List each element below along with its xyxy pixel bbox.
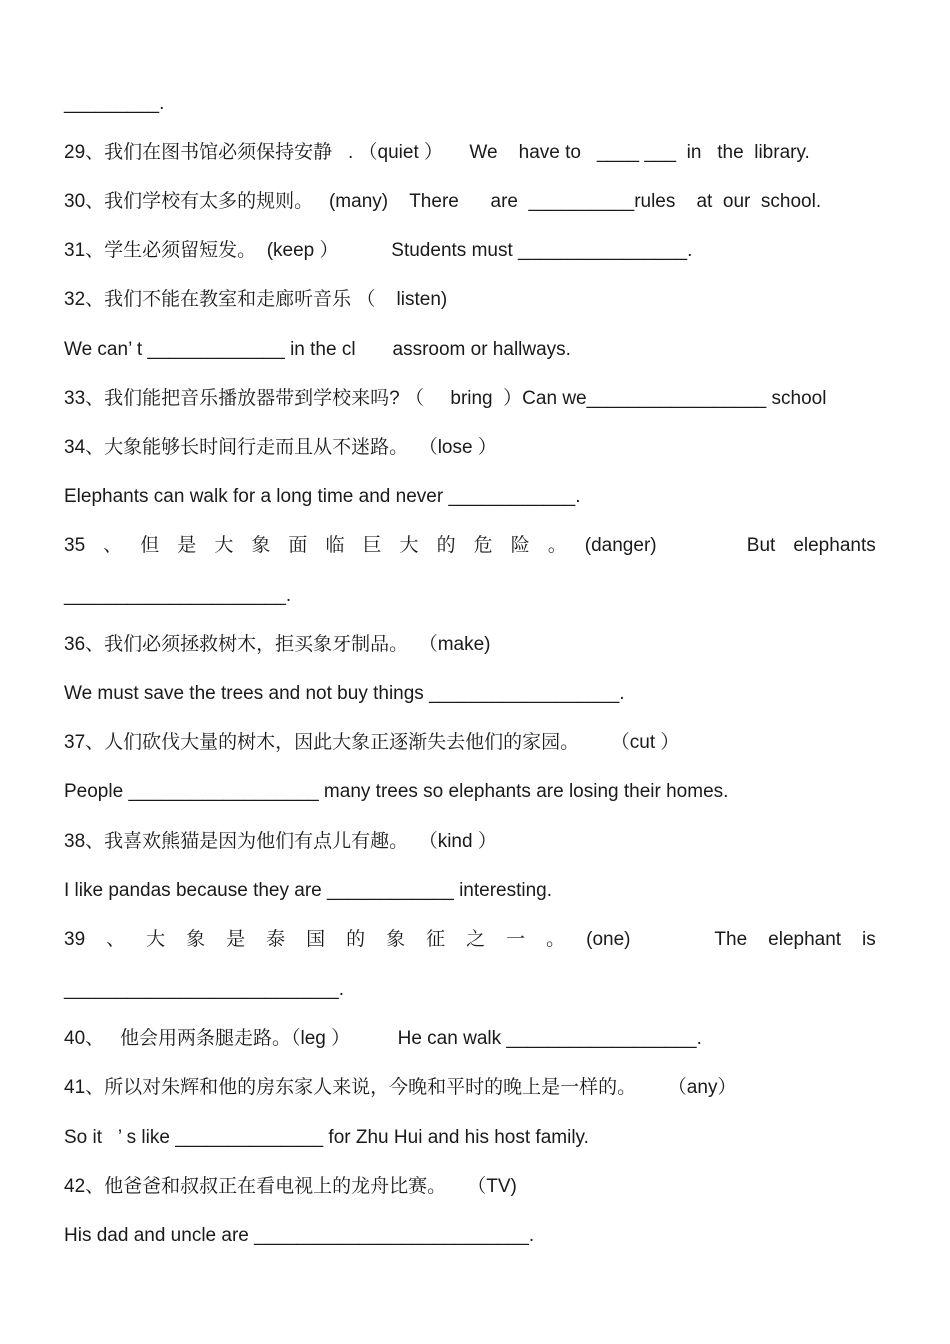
q39-token: 国 [306,929,326,950]
q35-token: But [746,535,776,556]
q39-token: 、 [106,929,126,950]
q39-token: 象 [186,929,206,950]
answer-line-28: _________. [64,93,165,114]
q35-token: 临 [325,535,345,556]
q35-token: 险 [510,535,530,556]
q39-token: elephant [768,929,842,950]
q35-token: 的 [436,535,456,556]
question-32: 32、我们不能在教室和走廊听音乐 （ listen) [64,289,448,310]
q39-token: 征 [426,929,446,950]
answer-line-39: __________________________. [64,979,345,1000]
q39-token: 大 [146,929,166,950]
question-36: 36、我们必须拯救树木，拒买象牙制品。 （make) [64,634,491,655]
question-30: 30、我们学校有太多的规则。 (many) There are __________rules at our school. [64,191,822,212]
q35-token: 巨 [362,535,382,556]
q39-token: is [862,929,876,950]
answer-line-35: _____________________. [64,585,292,606]
question-40: 40、 他会用两条腿走路。（leg ） He can walk __________________. [64,1028,702,1049]
question-34-sentence: Elephants can walk for a long time and never ____________. [64,486,581,507]
q39-token: The [714,929,748,950]
question-42: 42、他爸爸和叔叔正在看电视上的龙舟比赛。 （TV) [64,1176,517,1197]
q39-token: (one) [586,929,631,950]
q39-token: 之 [466,929,486,950]
q35-token: 面 [288,535,308,556]
q39-token: 泰 [266,929,286,950]
question-36-sentence: We must save the trees and not buy things __________________. [64,683,625,704]
q35-token: 危 [473,535,493,556]
q39-token: 的 [346,929,366,950]
q35-token: (danger) [584,535,657,556]
q35-token: 35 [64,535,86,556]
question-41: 41、所以对朱辉和他的房东家人来说，今晚和平时的晚上是一样的。 （any） [64,1077,737,1098]
q35-token: 大 [399,535,419,556]
question-37: 37、人们砍伐大量的树木，因此大象正逐渐失去他们的家园。 （cut ） [64,732,680,753]
question-32-sentence: We can’ t _____________ in the cl assroom or hallways. [64,339,571,360]
question-38-sentence: I like pandas because they are ____________ interesting. [64,880,553,901]
q39-token: 是 [226,929,246,950]
question-31: 31、学生必须留短发。 (keep ） Students must ________________. [64,240,693,261]
q35-token: 象 [251,535,271,556]
q35-token: 是 [177,535,197,556]
question-33: 33、我们能把音乐播放器带到学校来吗? （ bring ）Can we_________________ school [64,388,827,409]
q39-token: 39 [64,929,86,950]
q35-token: 、 [103,535,123,556]
q35-token: elephants [793,535,876,556]
q35-token: 。 [547,535,567,556]
question-42-sentence: His dad and uncle are __________________________. [64,1225,535,1246]
q39-token: 一 [506,929,526,950]
question-41-sentence: So it ’ s like ______________ for Zhu Hui and his host family. [64,1127,589,1148]
question-39 [64,928,876,952]
q35-token: 大 [214,535,234,556]
question-35 [64,534,876,558]
question-29: 29、我们在图书馆必须保持安静 . （quiet ） We have to ____ ___ in the library. [64,142,810,163]
question-37-sentence: People __________________ many trees so elephants are losing their homes. [64,781,729,802]
question-38: 38、我喜欢熊猫是因为他们有点儿有趣。 （kind ） [64,831,497,852]
q35-token: 但 [140,535,160,556]
q39-token: 象 [386,929,406,950]
q39-token: 。 [546,929,566,950]
question-34: 34、大象能够长时间行走而且从不迷路。 （lose ） [64,437,497,458]
